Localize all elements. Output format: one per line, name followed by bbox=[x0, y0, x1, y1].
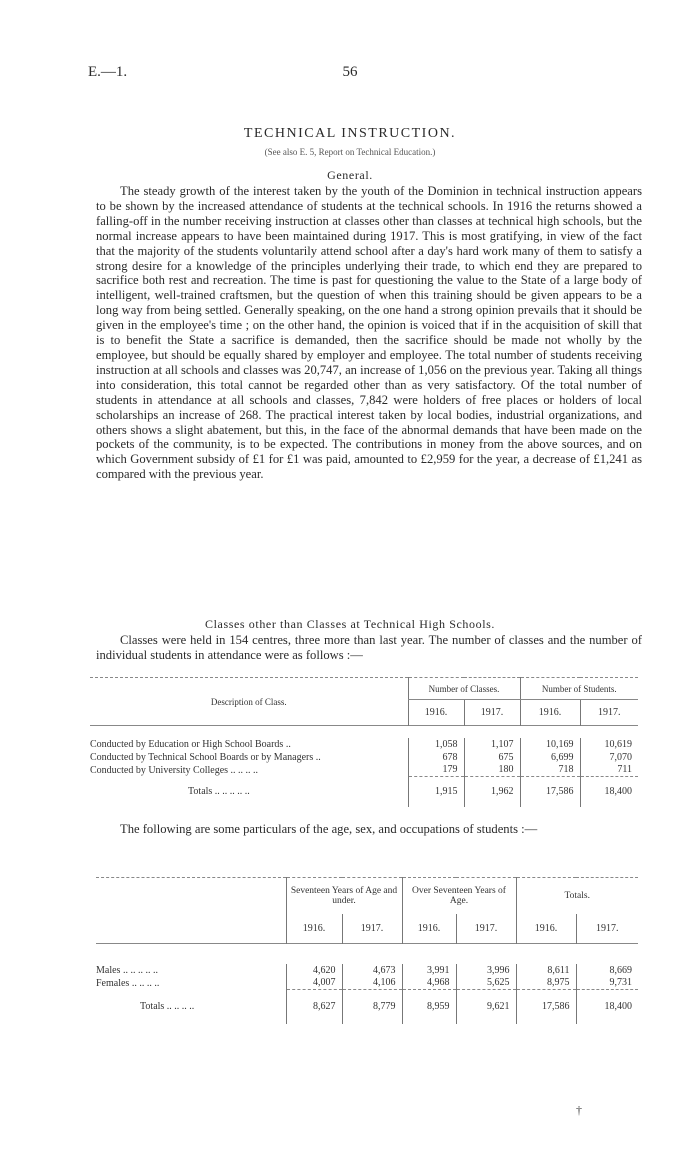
table-cell: 1,915 bbox=[408, 777, 464, 807]
see-also-note: (See also E. 5, Report on Technical Education.) bbox=[264, 147, 436, 157]
year-header: 1917. bbox=[464, 700, 520, 726]
table-cell: 4,673 bbox=[342, 964, 402, 977]
year-header: 1917. bbox=[456, 914, 516, 944]
table-row bbox=[90, 751, 638, 764]
document-reference: E.—1. bbox=[88, 64, 128, 80]
table-cell: 17,586 bbox=[516, 990, 576, 1024]
dot-leader: .. .. .. .. .. bbox=[214, 786, 250, 797]
dagger-mark: † bbox=[576, 1103, 582, 1117]
table-cell: 7,070 bbox=[580, 751, 638, 764]
year-header: 1916. bbox=[520, 700, 580, 726]
classes-table bbox=[90, 677, 638, 807]
table-cell: 8,959 bbox=[402, 990, 456, 1024]
age-over-17-header: Over Seventeen Years of Age. bbox=[402, 878, 516, 914]
students-count-header: Number of Students. bbox=[520, 678, 638, 700]
row-label: Conducted by University Colleges bbox=[90, 764, 229, 776]
table-cell: 1,107 bbox=[464, 738, 520, 751]
row-label: Females bbox=[96, 977, 130, 989]
row-label: Conducted by Education or High School Boards bbox=[90, 738, 284, 750]
year-header: 1916. bbox=[286, 914, 342, 944]
paragraph-particulars: The following are some particulars of the age, sex, and occupations of students :— bbox=[120, 822, 538, 836]
table-cell: 6,699 bbox=[520, 751, 580, 764]
year-header: 1916. bbox=[402, 914, 456, 944]
row-label: Males .. bbox=[96, 964, 128, 976]
table-cell: 3,996 bbox=[456, 964, 516, 977]
year-header: 1917. bbox=[580, 700, 638, 726]
section-heading-classes: Classes other than Classes at Technical High Schools. bbox=[204, 617, 496, 631]
totals-label: Totals .. bbox=[140, 1001, 172, 1012]
dot-leader: .. .. .. .. bbox=[130, 964, 158, 976]
table-cell: 4,106 bbox=[342, 977, 402, 990]
table-cell: 1,962 bbox=[464, 777, 520, 807]
dot-leader: .. bbox=[285, 738, 291, 750]
page-number: 56 bbox=[342, 64, 358, 80]
dot-leader: .. .. .. .. bbox=[131, 977, 160, 989]
description-header: Description of Class. bbox=[210, 696, 287, 707]
page-header bbox=[88, 64, 612, 84]
table-cell: 711 bbox=[580, 764, 638, 777]
totals-row bbox=[96, 990, 638, 1024]
table-cell: 4,007 bbox=[286, 977, 342, 990]
table-cell: 8,669 bbox=[576, 964, 638, 977]
classes-count-header: Number of Classes. bbox=[408, 678, 520, 700]
table-cell: 8,627 bbox=[286, 990, 342, 1024]
table-row bbox=[96, 977, 638, 990]
section-heading-general: General. bbox=[327, 168, 373, 182]
paragraph-general: The steady growth of the interest taken by the youth of the Dominion in technical instruction appears to be shown by the increased attendance of students at the technical schools. In 1916 the returns showed a falling-off in the number receiving instruction at classes other than classes at technical high schools, but the normal increase appears to have been maintained during 1917. This is most gratifying, in view of the fact that the majority of the students voluntarily attend school after a day's hard work many of them to satisfy a strong desire for a knowledge of the principles underlying their trade, to which end they are prepared to sacrifice both rest and recreation. The time is past for questioning the value to the State of a large body of intelligent, well-trained craftsmen, but the question of when this training should be given appears to be a long way from being settled. Generally speaking, on the one hand a strong opinion prevails that it should be given in the employee's time ; on the other hand, the opinion is voiced that if in the acquisition of skill that is to benefit the State a sacrifice is demanded, then the sacrifice should be made not wholly by the employee, but should be equally shared by employer and employee. The total number of students receiving instruction at all schools and classes was 20,747, an increase of 1,056 on the previous year. Taking all things into consideration, this total cannot be regarded other than as very satisfactory. Of the total number of students in attendance at all schools and classes, 7,842 were holders of free places or holders of local scholarships an increase of 268. The practical interest taken by local bodies, industrial organizations, and others shows a slight abatement, but this, in the face of the abnormal demands that have been made on the pockets of the community, is to be expected. The contributions in money from the above sources, and on which Government subsidy of £1 for £1 was paid, amounted to £2,959 for the year, a decrease of £1,241 as compared with the previous year. bbox=[96, 184, 642, 482]
table-row bbox=[90, 738, 638, 751]
dot-leader: .. .. .. bbox=[174, 1001, 195, 1012]
table-cell: 180 bbox=[464, 764, 520, 777]
table-cell: 8,611 bbox=[516, 964, 576, 977]
table-cell: 4,620 bbox=[286, 964, 342, 977]
totals-label: Totals bbox=[188, 786, 213, 797]
age-sex-table bbox=[96, 877, 638, 1024]
totals-header: Totals. bbox=[516, 878, 638, 914]
table-row bbox=[90, 764, 638, 777]
table-cell: 9,731 bbox=[576, 977, 638, 990]
table-cell: 1,058 bbox=[408, 738, 464, 751]
table-cell: 718 bbox=[520, 764, 580, 777]
table-cell: 18,400 bbox=[580, 777, 638, 807]
table-cell: 179 bbox=[408, 764, 464, 777]
table-cell: 17,586 bbox=[520, 777, 580, 807]
row-label: Conducted by Technical School Boards or by Managers bbox=[90, 751, 314, 763]
year-header: 1917. bbox=[342, 914, 402, 944]
dot-leader: .. .. .. .. bbox=[230, 764, 259, 776]
page-title: TECHNICAL INSTRUCTION. bbox=[243, 126, 457, 141]
age-under-17-header: Seventeen Years of Age and under. bbox=[286, 878, 402, 914]
table-cell: 3,991 bbox=[402, 964, 456, 977]
table-cell: 18,400 bbox=[576, 990, 638, 1024]
paragraph-classes: Classes were held in 154 centres, three more than last year. The number of classes and the number of individual students in attendance were as follows :— bbox=[96, 633, 642, 662]
totals-row bbox=[90, 777, 638, 807]
dot-leader: .. bbox=[315, 751, 321, 763]
year-header: 1917. bbox=[576, 914, 638, 944]
table-cell: 9,621 bbox=[456, 990, 516, 1024]
table-row bbox=[96, 964, 638, 977]
table-cell: 4,968 bbox=[402, 977, 456, 990]
year-header: 1916. bbox=[516, 914, 576, 944]
table-cell: 5,625 bbox=[456, 977, 516, 990]
year-header: 1916. bbox=[408, 700, 464, 726]
table-cell: 678 bbox=[408, 751, 464, 764]
table-cell: 8,779 bbox=[342, 990, 402, 1024]
table-cell: 10,619 bbox=[580, 738, 638, 751]
table-cell: 10,169 bbox=[520, 738, 580, 751]
table-cell: 8,975 bbox=[516, 977, 576, 990]
table-cell: 675 bbox=[464, 751, 520, 764]
